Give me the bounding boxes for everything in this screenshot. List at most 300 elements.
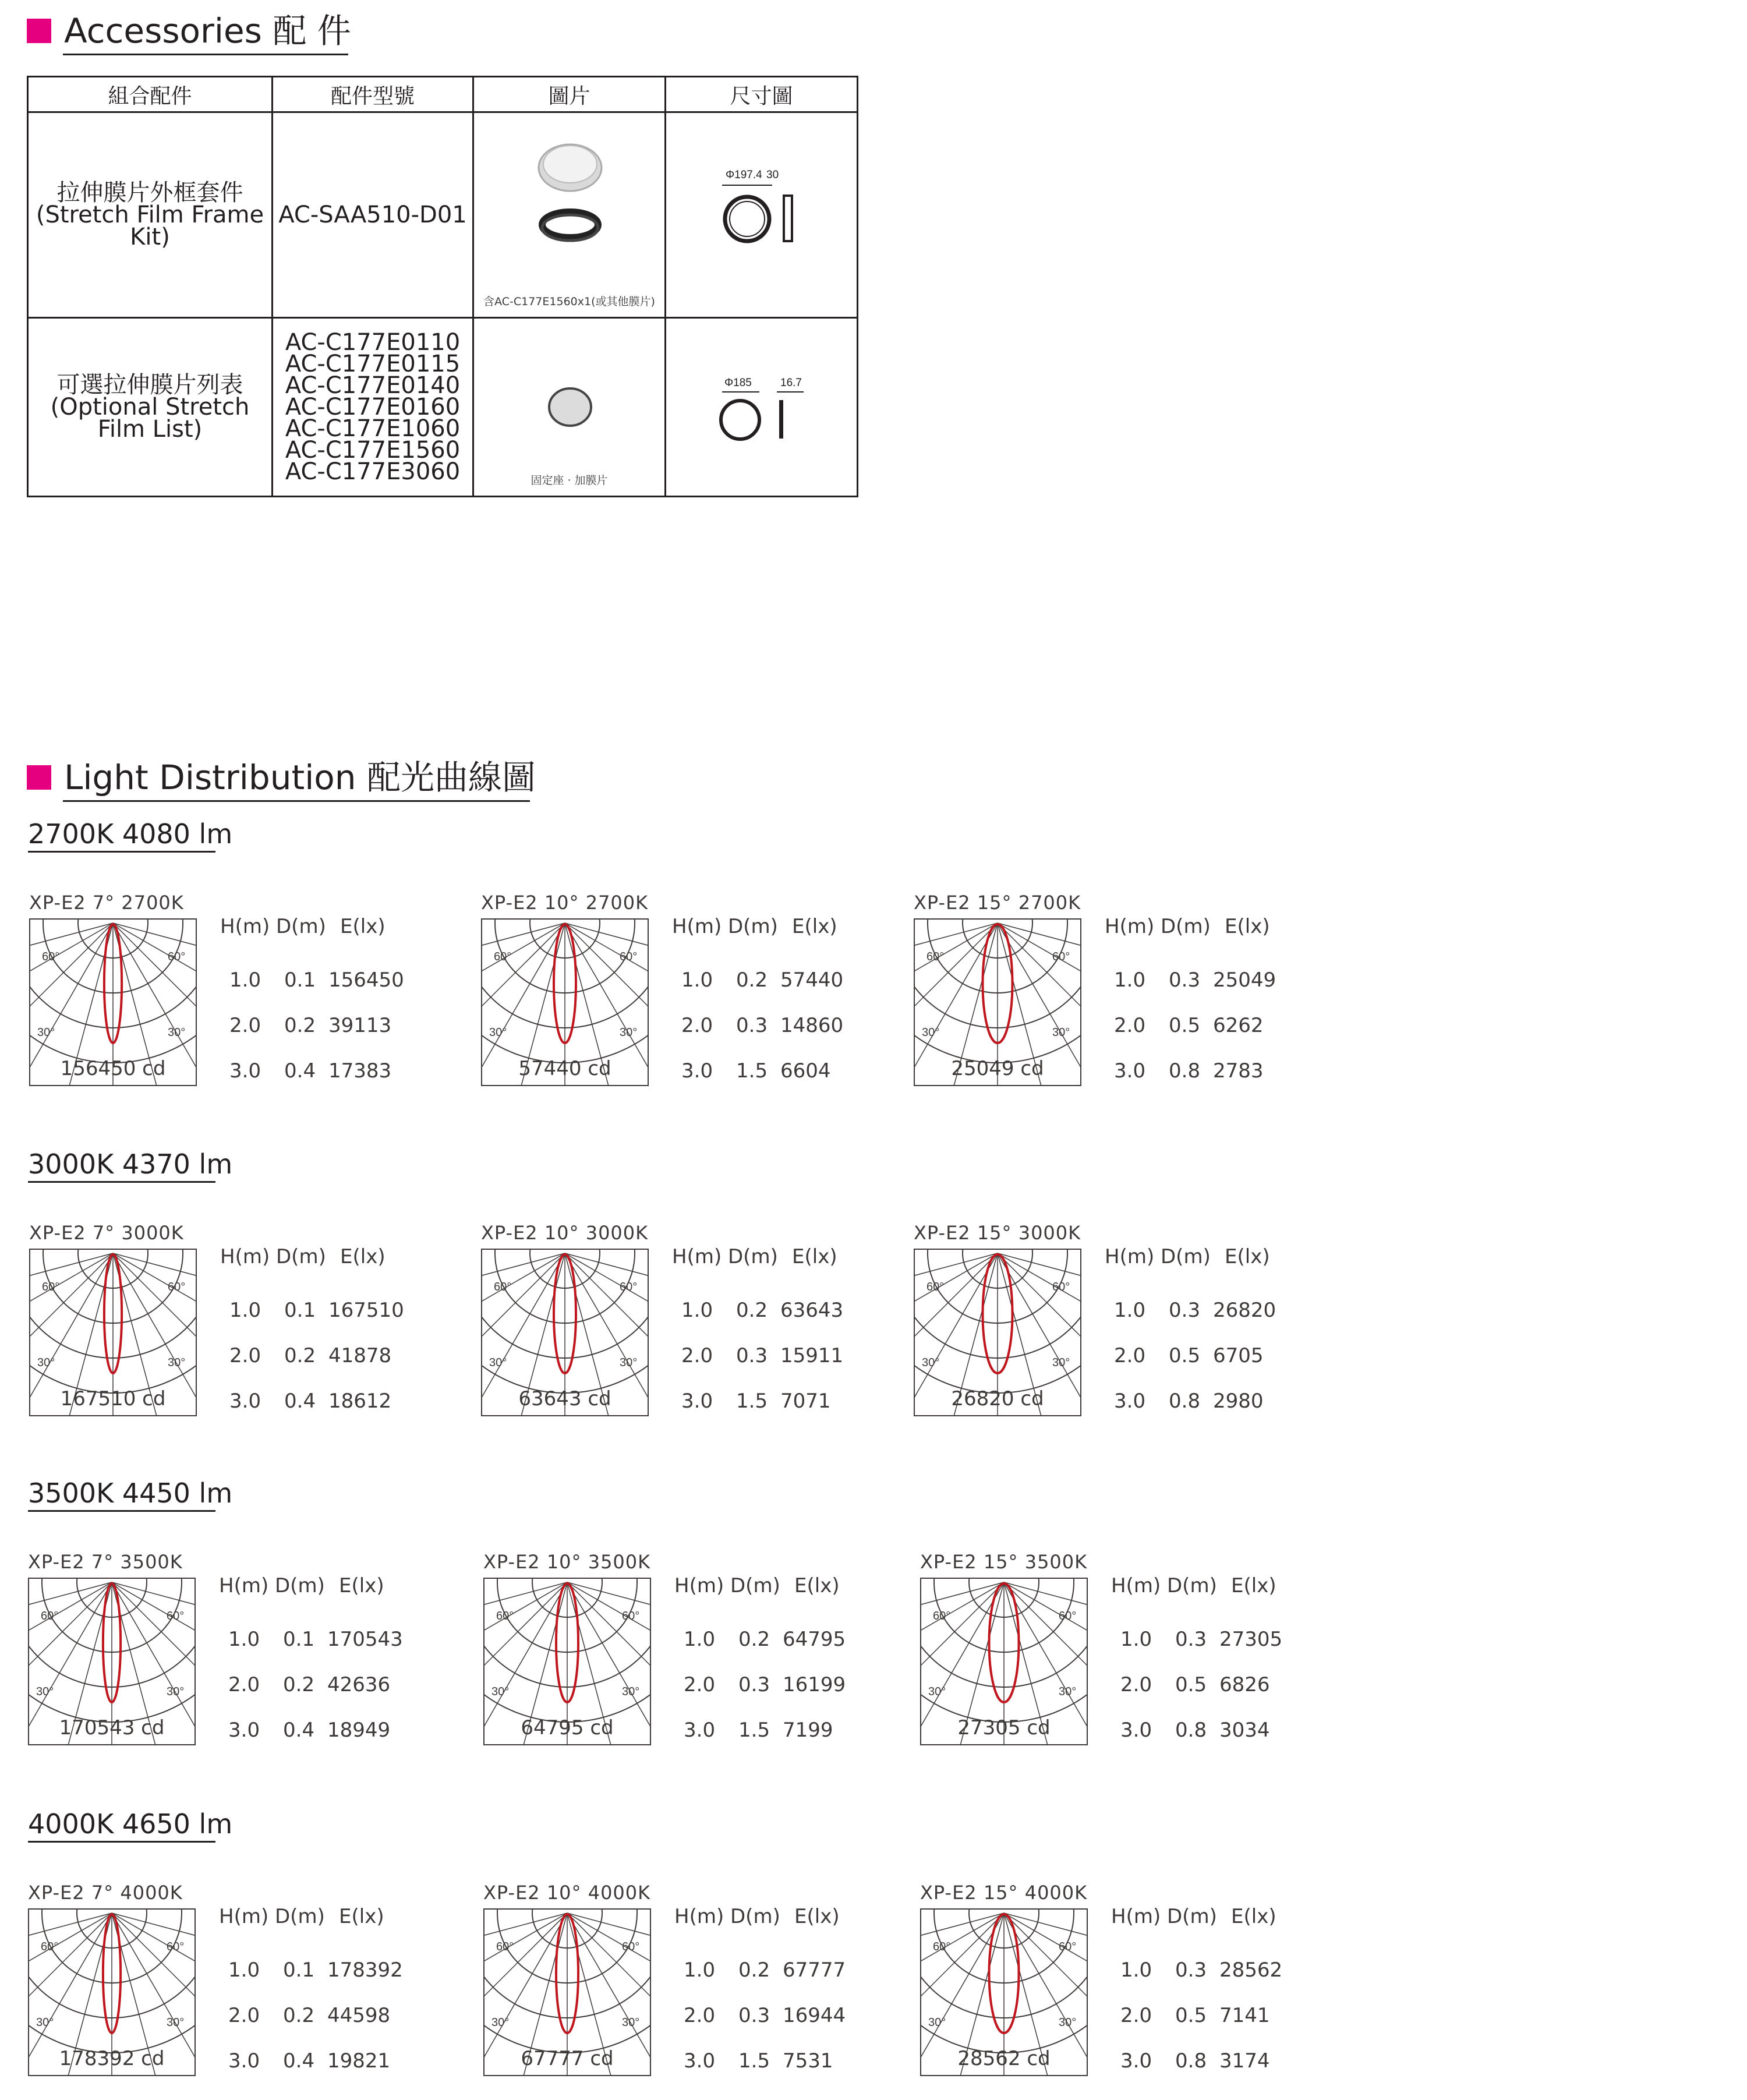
- table-cell: 28562: [1219, 1958, 1283, 1982]
- polar-grid-spoke: [112, 1913, 194, 2064]
- table-header-cell: E(lx): [340, 915, 386, 938]
- panel-title: XP-E2 10° 3500K: [483, 1551, 651, 1573]
- peak-intensity-label: 25049 cd: [951, 1057, 1044, 1080]
- cct-heading: 3000K 4370 lm: [28, 1148, 233, 1180]
- table-cell: 156450: [328, 968, 404, 992]
- model-code: AC-C177E0160: [285, 393, 461, 420]
- table-cell: 18612: [328, 1390, 392, 1413]
- polar-grid-spoke: [482, 923, 565, 1074]
- angle-label: 30°: [622, 1685, 640, 1698]
- table-cell: 1.0: [228, 1628, 260, 1651]
- angle-label: 30°: [1052, 1026, 1070, 1039]
- cct-heading-underline: [28, 1181, 215, 1183]
- polar-grid-spoke: [915, 923, 998, 1010]
- angle-label: 30°: [922, 1356, 940, 1369]
- dim-diameter-label: Φ185: [724, 377, 752, 389]
- angle-label: 60°: [926, 1281, 945, 1293]
- polar-grid-spoke: [113, 1253, 196, 1341]
- polar-grid-spoke: [29, 1582, 112, 1670]
- kit-name-zh: 拉伸膜片外框套件: [56, 179, 243, 206]
- table-header-cell: D(m): [730, 1574, 780, 1597]
- polar-grid-spoke: [29, 1913, 112, 2000]
- polar-grid-spoke: [567, 1913, 650, 2064]
- accessories-table: [27, 76, 858, 497]
- table-cell: 2.0: [229, 1344, 261, 1367]
- table-cell: 3174: [1219, 2049, 1270, 2073]
- polar-grid-spoke: [112, 1582, 194, 1670]
- table-cell: 0.5: [1169, 1014, 1201, 1037]
- angle-label: 30°: [168, 1356, 186, 1369]
- kit-name-en: (Stretch Film Frame Kit): [36, 201, 264, 250]
- polar-diagram: [29, 918, 197, 1086]
- section-marker: [27, 19, 51, 43]
- polar-diagram: [481, 1249, 649, 1416]
- angle-label: 30°: [489, 1026, 507, 1039]
- polar-grid-spoke: [485, 1582, 567, 1670]
- table-header-cell: H(m): [220, 1245, 270, 1268]
- panel-title: XP-E2 7° 4000K: [28, 1882, 183, 1904]
- model-code: AC-C177E0115: [285, 350, 461, 377]
- angle-label: 60°: [167, 1940, 185, 1953]
- angle-label: 30°: [491, 2016, 510, 2029]
- polar-grid-spoke: [921, 1913, 1004, 2000]
- model-code: AC-C177E1560: [285, 436, 461, 464]
- accessories-title: Accessories 配 件: [64, 11, 351, 51]
- distribution-panel: [27, 1551, 458, 1760]
- table-cell: 3.0: [228, 1719, 260, 1742]
- angle-label: 60°: [933, 1940, 951, 1953]
- table-header-cell: D(m): [1161, 1245, 1211, 1268]
- angle-label: 60°: [167, 1610, 185, 1622]
- table-cell: 57440: [780, 968, 844, 992]
- cct-heading-underline: [28, 1510, 215, 1512]
- angle-label: 60°: [42, 1281, 60, 1293]
- angle-label: 60°: [496, 1940, 514, 1953]
- table-header-cell: H(m): [1105, 915, 1155, 938]
- table-cell: 7141: [1219, 2004, 1270, 2027]
- table-cell: 14860: [780, 1014, 844, 1037]
- table-cell: 0.2: [283, 1673, 315, 1696]
- header-picture: 圖片: [473, 77, 666, 112]
- table-header-cell: E(lx): [340, 1245, 386, 1268]
- distribution-panel: [480, 892, 911, 1101]
- cct-heading: 2700K 4080 lm: [28, 818, 233, 850]
- panel-title: XP-E2 7° 2700K: [29, 892, 184, 914]
- polar-grid-spoke: [30, 1253, 113, 1341]
- angle-label: 60°: [494, 950, 512, 963]
- polar-grid-spoke: [567, 1913, 650, 2000]
- table-cell: 17383: [328, 1059, 392, 1083]
- polar-diagram: [920, 1578, 1088, 1745]
- distribution-panel: [919, 1882, 1350, 2091]
- distribution-panel: [28, 892, 459, 1101]
- table-header-cell: D(m): [728, 1245, 778, 1268]
- table-cell: 2.0: [228, 1673, 260, 1696]
- polar-diagram: [483, 1908, 651, 2076]
- film-image: [474, 320, 666, 471]
- table-cell: 3.0: [684, 1719, 716, 1742]
- table-header-cell: E(lx): [1225, 915, 1270, 938]
- polar-grid-spoke: [482, 923, 565, 1010]
- cct-heading: 4000K 4650 lm: [28, 1808, 233, 1840]
- table-header-cell: H(m): [672, 915, 722, 938]
- table-header-cell: H(m): [1105, 1245, 1155, 1268]
- distribution-panel: [913, 1222, 1343, 1431]
- table-cell: 7199: [783, 1719, 833, 1742]
- table-header-cell: D(m): [1167, 1574, 1217, 1597]
- panel-title: XP-E2 10° 2700K: [481, 892, 649, 914]
- table-cell: 1.0: [229, 1299, 261, 1322]
- table-cell: 64795: [783, 1628, 846, 1651]
- table-cell: 3.0: [1120, 1719, 1152, 1742]
- table-cell: 2980: [1213, 1390, 1264, 1413]
- polar-grid-spoke: [1004, 1913, 1087, 2000]
- angle-label: 30°: [928, 1685, 946, 1698]
- peak-intensity-label: 64795 cd: [521, 1716, 614, 1740]
- table-cell: 0.3: [1169, 968, 1201, 992]
- panel-title: XP-E2 10° 3000K: [481, 1222, 649, 1244]
- polar-grid-spoke: [565, 1253, 648, 1341]
- table-cell: 0.1: [283, 1958, 315, 1982]
- polar-grid-spoke: [567, 1582, 650, 1670]
- table-cell: 18949: [327, 1719, 391, 1742]
- heading-underline: [63, 800, 530, 802]
- table-cell: 0.2: [736, 968, 768, 992]
- frame-kit-image: [474, 114, 666, 289]
- table-cell: 42636: [327, 1673, 391, 1696]
- table-header-cell: D(m): [1161, 915, 1211, 938]
- table-cell: 1.5: [736, 1059, 768, 1083]
- table-header-cell: D(m): [728, 915, 778, 938]
- table-cell: 0.2: [283, 2004, 315, 2027]
- peak-intensity-label: 57440 cd: [518, 1057, 611, 1080]
- table-cell: 1.0: [1114, 968, 1146, 992]
- picture-cell: [473, 112, 666, 318]
- table-header-cell: D(m): [275, 1574, 325, 1597]
- angle-label: 30°: [1059, 2016, 1077, 2029]
- distribution-panel: [482, 1882, 913, 2091]
- table-cell: 16199: [783, 1673, 846, 1696]
- header-dimension: 尺寸圖: [666, 77, 858, 112]
- angle-label: 60°: [620, 1281, 638, 1293]
- panel-title: XP-E2 7° 3000K: [29, 1222, 184, 1244]
- polar-grid-spoke: [113, 923, 196, 1010]
- table-header-cell: E(lx): [792, 915, 837, 938]
- angle-label: 60°: [168, 1281, 186, 1293]
- polar-diagram: [481, 918, 649, 1086]
- table-cell: 16944: [783, 2004, 846, 2027]
- table-cell: 178392: [327, 1958, 403, 1982]
- table-cell: 3.0: [684, 2049, 716, 2073]
- table-cell: 0.3: [736, 1014, 768, 1037]
- polar-grid-spoke: [921, 1582, 1004, 1670]
- table-header-cell: H(m): [220, 915, 270, 938]
- table-header-cell: E(lx): [339, 1574, 384, 1597]
- dimension-cell: [666, 318, 858, 497]
- dimension-drawing: [666, 113, 858, 314]
- table-cell: 26820: [1213, 1299, 1276, 1322]
- table-cell: 2.0: [681, 1344, 713, 1367]
- angle-label: 30°: [36, 2016, 54, 2029]
- angle-label: 30°: [1052, 1356, 1070, 1369]
- polar-grid-spoke: [29, 1913, 112, 2064]
- table-cell: 15911: [780, 1344, 844, 1367]
- table-cell: 0.3: [1175, 1628, 1207, 1651]
- table-cell: 0.1: [284, 1299, 316, 1322]
- table-header-cell: D(m): [275, 1905, 325, 1928]
- table-header-cell: D(m): [276, 1245, 326, 1268]
- table-cell: 1.0: [681, 968, 713, 992]
- table-cell: 0.8: [1175, 1719, 1207, 1742]
- polar-grid-spoke: [29, 1582, 112, 1734]
- picture-caption: 含AC-C177E1560x1(或其他膜片): [483, 295, 655, 308]
- polar-diagram: [920, 1908, 1088, 2076]
- peak-intensity-label: 67777 cd: [521, 2047, 614, 2070]
- polar-grid-spoke: [485, 1913, 567, 2000]
- angle-label: 30°: [37, 1356, 55, 1369]
- table-cell: 6604: [780, 1059, 831, 1083]
- table-cell: 1.0: [684, 1628, 716, 1651]
- table-header-cell: D(m): [276, 915, 326, 938]
- table-cell: 25049: [1213, 968, 1276, 992]
- angle-label: 30°: [491, 1685, 510, 1698]
- angle-label: 30°: [928, 2016, 946, 2029]
- polar-grid-spoke: [1004, 1582, 1087, 1670]
- table-cell: 0.3: [1169, 1299, 1201, 1322]
- angle-label: 60°: [622, 1610, 640, 1622]
- peak-intensity-label: 27305 cd: [957, 1716, 1051, 1740]
- table-cell: 3.0: [681, 1390, 713, 1413]
- polar-grid-spoke: [30, 923, 113, 1074]
- table-cell: 7071: [780, 1390, 831, 1413]
- table-cell: 6705: [1213, 1344, 1264, 1367]
- table-header-cell: H(m): [674, 1905, 724, 1928]
- table-cell: 3.0: [681, 1059, 713, 1083]
- table-cell: 27305: [1219, 1628, 1283, 1651]
- table-cell: 167510: [328, 1299, 404, 1322]
- polar-grid-spoke: [485, 1913, 567, 2064]
- table-header-cell: H(m): [1111, 1905, 1161, 1928]
- table-cell: 67777: [783, 1958, 846, 1982]
- peak-intensity-label: 63643 cd: [518, 1387, 611, 1410]
- table-row: [28, 112, 858, 318]
- polar-diagram: [29, 1249, 197, 1416]
- panel-title: XP-E2 15° 3500K: [920, 1551, 1088, 1573]
- polar-grid-spoke: [30, 923, 113, 1010]
- angle-label: 60°: [41, 1610, 59, 1622]
- table-header-cell: H(m): [1111, 1574, 1161, 1597]
- angle-label: 30°: [37, 1026, 55, 1039]
- angle-label: 60°: [933, 1610, 951, 1622]
- polar-diagram: [483, 1578, 651, 1745]
- dim-height-label: 30: [766, 169, 779, 181]
- angle-label: 60°: [1052, 950, 1070, 963]
- panel-title: XP-E2 15° 4000K: [920, 1882, 1088, 1904]
- polar-grid-spoke: [482, 1253, 565, 1405]
- table-cell: 2.0: [684, 1673, 716, 1696]
- angle-label: 60°: [1052, 1281, 1070, 1293]
- angle-label: 30°: [36, 1685, 54, 1698]
- cct-heading: 3500K 4450 lm: [28, 1477, 233, 1509]
- angle-label: 30°: [620, 1026, 638, 1039]
- table-cell: 0.2: [738, 1958, 770, 1982]
- polar-diagram: [914, 1249, 1081, 1416]
- kit-name-cell: [28, 318, 273, 497]
- polar-grid-spoke: [482, 1253, 565, 1341]
- angle-label: 60°: [620, 950, 638, 963]
- polar-diagram: [28, 1908, 196, 2076]
- table-cell: 41878: [328, 1344, 392, 1367]
- table-cell: 63643: [780, 1299, 844, 1322]
- header-model: 配件型號: [273, 77, 473, 112]
- polar-grid-spoke: [998, 923, 1080, 1010]
- polar-grid-spoke: [112, 1582, 194, 1734]
- peak-intensity-label: 178392 cd: [59, 2047, 165, 2070]
- table-row: [28, 318, 858, 497]
- table-cell: 0.2: [284, 1344, 316, 1367]
- model-code: AC-C177E1060: [285, 415, 461, 442]
- table-cell: 1.0: [229, 968, 261, 992]
- table-cell: 3.0: [1120, 2049, 1152, 2073]
- distribution-panel: [482, 1551, 913, 1760]
- panel-title: XP-E2 10° 4000K: [483, 1882, 651, 1904]
- table-cell: 3.0: [1114, 1390, 1146, 1413]
- angle-label: 60°: [926, 950, 945, 963]
- table-cell: 2.0: [228, 2004, 260, 2027]
- angle-label: 60°: [168, 950, 186, 963]
- table-header-cell: E(lx): [339, 1905, 384, 1928]
- table-cell: 0.5: [1169, 1344, 1201, 1367]
- table-cell: 0.8: [1169, 1059, 1201, 1083]
- model-cell: [273, 112, 473, 318]
- table-cell: 1.5: [738, 1719, 770, 1742]
- angle-label: 60°: [494, 1281, 512, 1293]
- distribution-panel: [919, 1551, 1350, 1760]
- polar-grid-spoke: [113, 923, 196, 1074]
- peak-intensity-label: 170543 cd: [59, 1716, 165, 1740]
- angle-label: 60°: [41, 1940, 59, 1953]
- model-cell: [273, 318, 473, 497]
- table-header-cell: E(lx): [1231, 1574, 1276, 1597]
- distribution-panel: [27, 1882, 458, 2091]
- angle-label: 30°: [489, 1356, 507, 1369]
- section-marker: [27, 765, 51, 790]
- table-cell: 2.0: [681, 1014, 713, 1037]
- table-header-cell: H(m): [672, 1245, 722, 1268]
- cct-heading-underline: [28, 851, 215, 853]
- table-cell: 0.1: [284, 968, 316, 992]
- dim-diameter-label: Φ197.4: [726, 169, 762, 181]
- table-header-cell: H(m): [674, 1574, 724, 1597]
- angle-label: 30°: [620, 1356, 638, 1369]
- table-cell: 7531: [783, 2049, 833, 2073]
- table-header-cell: E(lx): [1225, 1245, 1270, 1268]
- angle-label: 60°: [622, 1940, 640, 1953]
- polar-grid-spoke: [485, 1582, 567, 1734]
- panel-title: XP-E2 15° 3000K: [914, 1222, 1081, 1244]
- table-cell: 2.0: [229, 1014, 261, 1037]
- polar-grid-spoke: [567, 1582, 650, 1734]
- heading-underline: [63, 54, 348, 55]
- table-cell: 3034: [1219, 1719, 1270, 1742]
- table-header-cell: D(m): [730, 1905, 780, 1928]
- dimension-cell: [666, 112, 858, 318]
- peak-intensity-label: 156450 cd: [60, 1057, 166, 1080]
- table-cell: 0.2: [284, 1014, 316, 1037]
- angle-label: 60°: [1059, 1940, 1077, 1953]
- peak-intensity-label: 167510 cd: [60, 1387, 166, 1410]
- angle-label: 30°: [167, 1685, 185, 1698]
- angle-label: 60°: [42, 950, 60, 963]
- model-code: AC-SAA510-D01: [278, 201, 467, 228]
- kit-name-cell: [28, 112, 273, 318]
- angle-label: 30°: [922, 1026, 940, 1039]
- distribution-panel: [480, 1222, 911, 1431]
- table-cell: 0.4: [283, 2049, 315, 2073]
- angle-label: 30°: [1059, 1685, 1077, 1698]
- table-header-row: [28, 77, 858, 112]
- picture-caption: 固定座 · 加膜片: [531, 474, 608, 487]
- table-header-cell: D(m): [1167, 1905, 1217, 1928]
- header-kit: 組合配件: [28, 77, 273, 112]
- table-cell: 1.0: [1120, 1628, 1152, 1651]
- model-code: AC-C177E0140: [285, 372, 461, 399]
- polar-grid-spoke: [915, 1253, 998, 1341]
- table-cell: 1.0: [684, 1958, 716, 1982]
- table-header-cell: H(m): [219, 1905, 269, 1928]
- table-header-cell: E(lx): [792, 1245, 837, 1268]
- polar-diagram: [914, 918, 1081, 1086]
- table-cell: 1.5: [736, 1390, 768, 1413]
- panel-title: XP-E2 15° 2700K: [914, 892, 1081, 914]
- table-cell: 3.0: [229, 1390, 261, 1413]
- angle-label: 60°: [1059, 1610, 1077, 1622]
- table-cell: 0.8: [1169, 1390, 1201, 1413]
- table-cell: 19821: [327, 2049, 391, 2073]
- table-cell: 1.5: [738, 2049, 770, 2073]
- angle-label: 60°: [496, 1610, 514, 1622]
- peak-intensity-label: 28562 cd: [957, 2047, 1051, 2070]
- table-cell: 3.0: [1114, 1059, 1146, 1083]
- angle-label: 30°: [168, 1026, 186, 1039]
- table-cell: 1.0: [1114, 1299, 1146, 1322]
- model-code: AC-C177E3060: [285, 458, 461, 485]
- panel-title: XP-E2 7° 3500K: [28, 1551, 183, 1573]
- table-header-cell: E(lx): [794, 1905, 840, 1928]
- table-cell: 0.1: [283, 1628, 315, 1651]
- table-cell: 0.3: [1175, 1958, 1207, 1982]
- polar-grid-spoke: [30, 1253, 113, 1405]
- dimension-drawing: [666, 319, 858, 493]
- table-cell: 0.2: [738, 1628, 770, 1651]
- table-cell: 0.5: [1175, 1673, 1207, 1696]
- polar-grid-spoke: [565, 1253, 648, 1405]
- angle-label: 30°: [167, 2016, 185, 2029]
- table-cell: 0.3: [736, 1344, 768, 1367]
- table-cell: 2783: [1213, 1059, 1264, 1083]
- table-header-cell: H(m): [219, 1574, 269, 1597]
- table-cell: 0.4: [283, 1719, 315, 1742]
- dim-height-label: 16.7: [780, 377, 802, 389]
- table-cell: 0.4: [284, 1059, 316, 1083]
- table-cell: 0.4: [284, 1390, 316, 1413]
- table-cell: 39113: [328, 1014, 392, 1037]
- picture-cell: [473, 318, 666, 497]
- polar-grid-spoke: [112, 1913, 194, 2000]
- polar-grid-spoke: [565, 923, 648, 1010]
- table-cell: 44598: [327, 2004, 391, 2027]
- table-cell: 0.3: [738, 2004, 770, 2027]
